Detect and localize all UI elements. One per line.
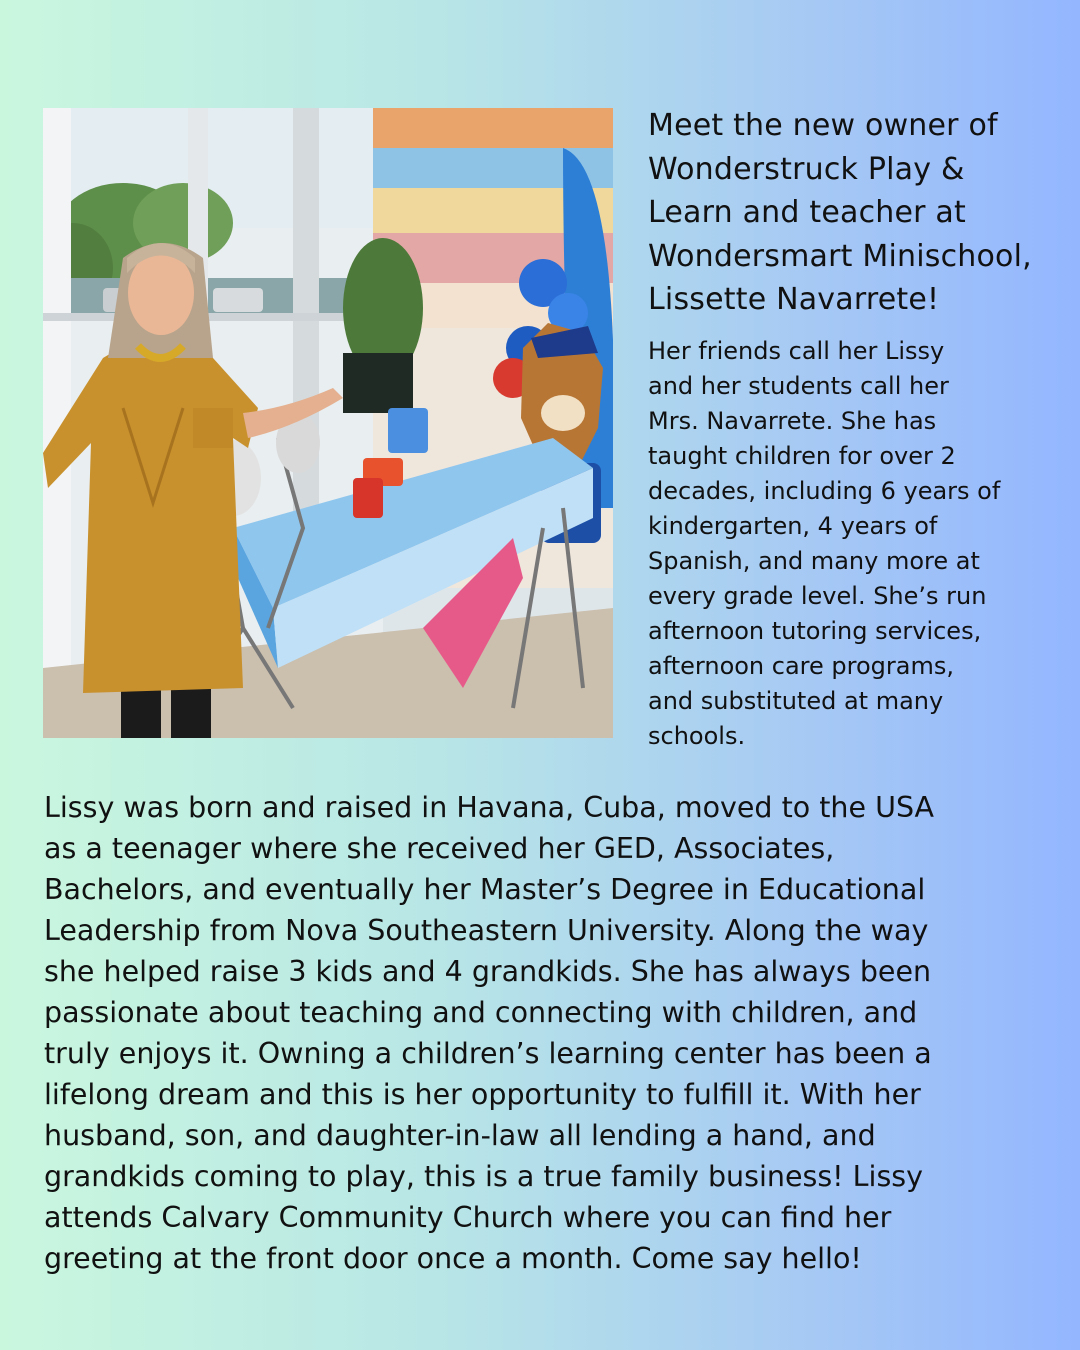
owner-photo bbox=[43, 108, 613, 738]
bio-paragraph: Lissy was born and raised in Havana, Cuba, moved to the USA as a teenager where she received her GED, Associates, Bachelors, and eventually her Master’s Degree in Educational Leadership from Nova Southeastern University. Along the way she helped raise 3 kids and 4 grandkids. She has always been passionate about teaching and connecting with children, and truly enjoys it. Owning a children’s learning center has been a lifelong dream and this is her opportunity to fulfill it. With her husband, son, and daughter-in-law all lending a hand, and grandkids coming to play, this is a true family business! Lissy attends Calvary Community Church where you can find her greeting at the front door once a month. Come say hello! bbox=[44, 791, 935, 1275]
intro-paragraph: Her friends call her Lissy and her students call her Mrs. Navarrete. She has taught children for over 2 decades, including 6 years of kindergarten, 4 years of Spanish, and many more at every grade level. She’s run afternoon tutoring services, afternoon care programs, and substituted at many schools. bbox=[648, 337, 1001, 750]
headline: Meet the new owner of Wonderstruck Play & Learn and teacher at Wondersmart Minischool, Lissette Navarrete! bbox=[648, 108, 1032, 317]
